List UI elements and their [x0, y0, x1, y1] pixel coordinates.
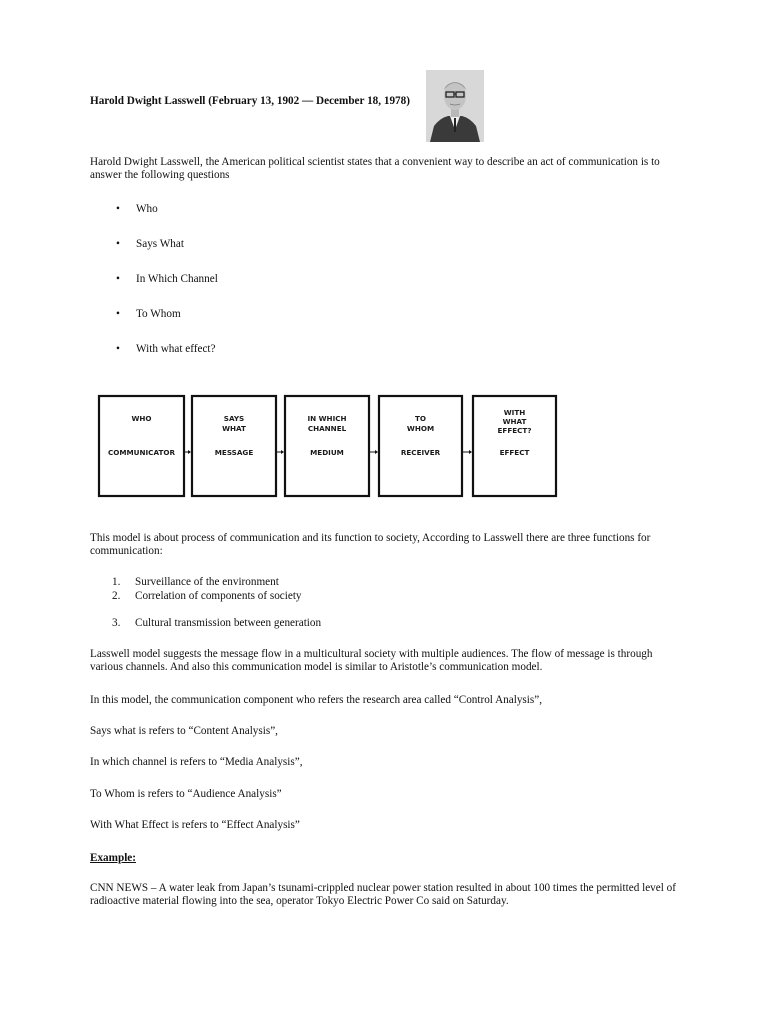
- box-header-line: SAYS: [223, 414, 245, 423]
- list-item-text: To Whom: [136, 308, 181, 320]
- box-header-line: WHOM: [406, 424, 435, 433]
- diagram-box-with-what-effect: [473, 396, 556, 496]
- box-header-line: TO: [414, 414, 427, 423]
- box-label: EFFECT: [499, 448, 530, 457]
- list-number: 1.: [112, 576, 121, 588]
- box-header-line: WHO: [131, 414, 152, 423]
- box-header-line: WHAT: [222, 424, 246, 433]
- example-paragraph: CNN NEWS – A water leak from Japan’s tsunami-crippled nuclear power station resulted in about 100 times the permitted level of radioactive material flowing into the sea, operator Tokyo Electric Power Co said on Saturday.: [90, 882, 676, 908]
- analysis-line: In this model, the communication component who refers the research area called “Control Analysis”,: [90, 694, 543, 706]
- functions-paragraph: This model is about process of communication and its function to society, According to Lasswell there are three functions for communication:: [90, 532, 651, 558]
- document-title: Harold Dwight Lasswell (February 13, 1902 — December 18, 1978): [90, 95, 410, 107]
- box-header-line: WHAT: [502, 417, 527, 426]
- box-label: MESSAGE: [214, 448, 254, 457]
- bullet-icon: •: [116, 343, 120, 355]
- arrow-icon: [463, 450, 472, 454]
- analysis-line: In which channel is refers to “Media Analysis”,: [90, 756, 303, 768]
- bullet-icon: •: [116, 273, 120, 285]
- model-description-paragraph: Lasswell model suggests the message flow in a multicultural society with multiple audiences. The flow of message is through various channels. And also this communication model is similar to Aristotle’s communication model.: [90, 648, 653, 674]
- box-label: COMMUNICATOR: [107, 448, 176, 457]
- lasswell-model-diagram: [90, 384, 565, 504]
- arrow-icon: [185, 450, 191, 454]
- bullet-icon: •: [116, 238, 120, 250]
- box-header-line: WITH: [503, 408, 526, 417]
- diagram-box-says-what: [192, 396, 276, 496]
- diagram-box-in-which-channel: [285, 396, 369, 496]
- list-item-text: In Which Channel: [136, 273, 218, 285]
- list-number: 2.: [112, 590, 121, 602]
- box-label: RECEIVER: [400, 448, 441, 457]
- intro-paragraph: Harold Dwight Lasswell, the American political scientist states that a convenient way to describe an act of communication is to answer the following questions: [90, 156, 660, 182]
- list-number: 3.: [112, 617, 121, 629]
- list-item-text: Who: [136, 203, 158, 215]
- arrow-icon: [277, 450, 284, 454]
- bullet-icon: •: [116, 203, 120, 215]
- box-header-line: EFFECT?: [497, 426, 532, 435]
- list-item-text: Says What: [136, 238, 184, 250]
- list-item-text: Cultural transmission between generation: [135, 617, 322, 629]
- example-heading: Example:: [90, 852, 136, 864]
- list-item-text: With what effect?: [136, 343, 216, 355]
- diagram-box-to-whom: [379, 396, 462, 496]
- box-header-line: IN WHICH: [307, 414, 347, 423]
- bullet-icon: •: [116, 308, 120, 320]
- box-header-line: CHANNEL: [307, 424, 347, 433]
- box-label: MEDIUM: [310, 448, 344, 457]
- analysis-line: Says what is refers to “Content Analysis”,: [90, 725, 278, 737]
- arrow-icon: [370, 450, 378, 454]
- list-item-text: Surveillance of the environment: [135, 576, 279, 588]
- diagram-box-who: [99, 396, 184, 496]
- portrait-photo: [426, 70, 484, 142]
- analysis-line: With What Effect is refers to “Effect Analysis”: [90, 819, 300, 831]
- analysis-line: To Whom is refers to “Audience Analysis”: [90, 788, 282, 800]
- list-item-text: Correlation of components of society: [135, 590, 302, 602]
